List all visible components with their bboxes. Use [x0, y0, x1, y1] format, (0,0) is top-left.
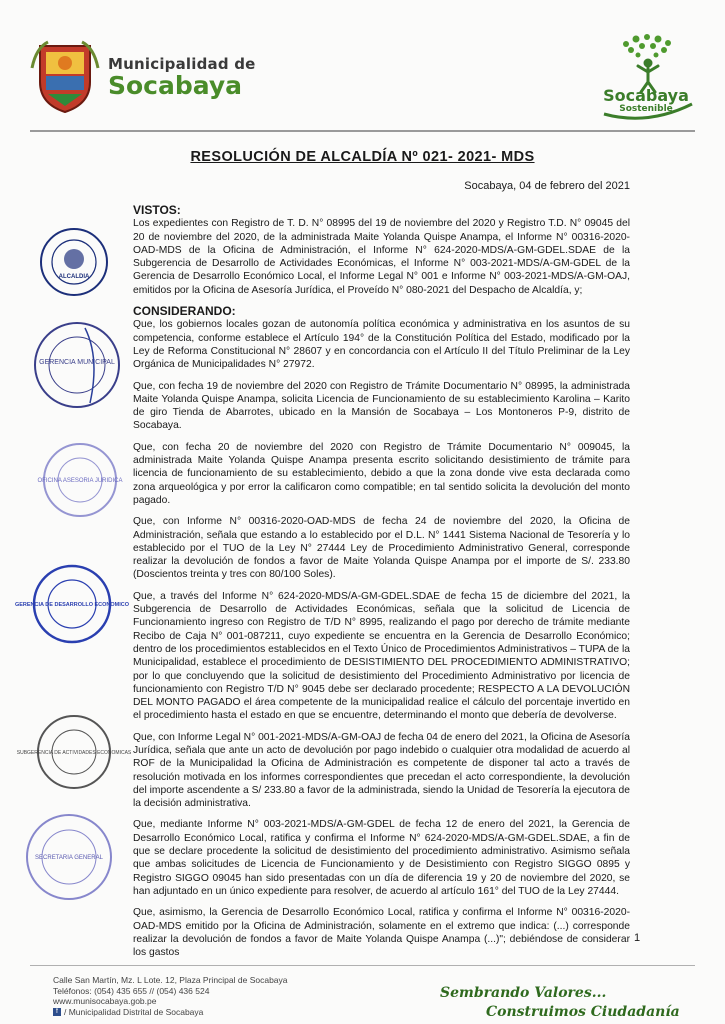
- subgerencia-stamp: [16, 712, 132, 792]
- document-body: [133, 204, 630, 967]
- right-logo-text: [596, 88, 696, 114]
- footer-social-text: / Municipalidad Distrital de Socabaya: [64, 1006, 204, 1017]
- slogan-line1: Sembrando Valores...: [440, 985, 607, 1001]
- stamp-1-text: ALCALDIA: [58, 274, 90, 280]
- municipality-line2: Socabaya: [108, 71, 243, 100]
- stamp-4-text: GERENCIA DE DESARROLLO ECONOMICO: [14, 602, 130, 608]
- right-logo-line1: Socabaya: [603, 86, 689, 105]
- asesoria-juridica-stamp: [37, 440, 123, 520]
- footer-rule: [30, 965, 695, 966]
- slogan-line2: Construimos Ciudadanía: [486, 1004, 680, 1020]
- header-rule: [30, 130, 695, 132]
- facebook-icon: f: [53, 1008, 61, 1016]
- footer-social-line: [53, 1007, 288, 1018]
- considerando-paragraph: Que, con Informe N° 00316-2020-OAD-MDS de fecha 24 de noviembre del 2020, la Oficina de Administración, señala que estando a lo establecido por el D.L. N° 1441 Sistema Nacional de Tesorería y lo establecido por el TUO de la Ley N° 27444 Ley de Procedimiento Administrativo General, corresponde realizar la devolución de fondos a favor de Maite Yolanda Quispe Anampa por el importe de S/. 233.80 (Doscientos treinta y tres con 80/100 Soles).: [133, 516, 630, 581]
- considerando-paragraph: Que, mediante Informe N° 003-2021-MDS/A-GM-GDEL de fecha 12 de enero del 2021, la Gerencia de Desarrollo Económico Local, ratifica y confirma el Informe N° 624-2020-MDS/A-GM-GDEL.SDAE, a fin de que se declare procedente la solicitud de desistimiento del procedimiento administrativo. Asimismo señala que ambas solicitudes de Licencia de Funcionamiento y de Desistimiento con Registro SIGGO 0895 y Registro SIGGO 09045 han sido presentadas con un día de diferencia 19 y 20 de noviembre del 2020, se han adjuntado en un único expediente para resolver, de acuerdo al artículo 161° del TUO de la Ley 27444.: [133, 819, 630, 897]
- considerando-paragraph: Que, con fecha 19 de noviembre del 2020 con Registro de Trámite Documentario N° 08995, la administrada Maite Yolanda Quispe Anampa, solicita Licencia de Funcionamiento de su establecimiento Karolina – Karito de giro Tienda de Abarrotes, ubicado en la Mansión de Socabaya – Los Montoneros P-9, distrito de Socabaya.: [133, 380, 630, 432]
- considerando-paragraph: Que, asimismo, la Gerencia de Desarrollo Económico Local, ratifica y confirma el Informe N° 00316-2020-OAD-MDS emitido por la Oficina de Administración, solamente en el extremo que indica: (...) corresponde realizar la devolución de fondos a favor de Maite Yolanda Quispe Anampa (...)"; debiéndose de considerar los gastos: [133, 907, 630, 959]
- footer-website-line: www.munisocabaya.gob.pe: [53, 996, 157, 1006]
- stamp-2-text: GERENCIA MUNICIPAL: [39, 359, 115, 366]
- stamp-6-text: SECRETARIA GENERAL: [35, 855, 103, 861]
- municipality-name: [108, 55, 256, 99]
- considerando-paragraph: Que, con fecha 20 de noviembre del 2020 con Registro de Trámite Documentario N° 009045, la administrada Maite Yolanda Quispe Anampa presenta escrito solicitando desistimiento de trámite para licencia de funcionamiento de su establecimiento, debido a que la zona donde vive esta declarada como zona arqueológica y por error la calificaron como compatible; en tal sentido solicita la devolución del monto pagado.: [133, 441, 630, 506]
- page-number: 1: [634, 932, 641, 944]
- considerando-heading: CONSIDERANDO:: [133, 304, 236, 319]
- vistos-heading: VISTOS:: [133, 203, 181, 217]
- considerando-paragraph: Que, con Informe Legal N° 001-2021-MDS/A-GM-OAJ de fecha 04 de enero del 2021, la Oficina de Asesoría Jurídica, señala que ante un acto de devolución por pago indebido o cualquier otra modalidad de acuerdo al ROF de la Municipalidad la Oficina de Administración es competente de disponer tal acto a través de resolución motivada en los informes correspondientes que precedan el acto correspondiente, la devolución del importe ascendente a S/ 233.80 a favor de la administrada, siendo la Unidad de Tesorería la ejecutora de la decisión administrativa.: [133, 731, 630, 810]
- footer-address-line1: Calle San Martín, Mz. L Lote. 12, Plaza Principal de Socabaya: [53, 975, 288, 985]
- right-logo-line2: Sostenible: [619, 104, 673, 114]
- mayor-seal-stamp: [38, 226, 110, 298]
- resolution-date: Socabaya, 04 de febrero del 2021: [464, 180, 630, 192]
- resolution-title: RESOLUCIÓN DE ALCALDÍA Nº 021- 2021- MDS: [190, 149, 535, 165]
- footer-phone-line: Teléfonos: (054) 435 655 // (054) 436 524: [53, 985, 210, 996]
- considerando-paragraph: Que, a través del Informe N° 624-2020-MDS/A-GM-GDEL.SDAE de fecha 15 de diciembre del 2021, la Subgerencia de Desarrollo de Actividades Económicas, señala que la solicitud de Licencia de Funcionamiento ingreso con Registro de T/D N° 8995, realizando el pago por derecho de trámite mediante Recibo de Caja N° 001-087211, cuyo expediente se encuentra en la Gerencia de Desarrollo Económico; dentro de los procedimientos establecidos en el Texto Único de Procedimientos Administrativos – TUPA de la Municipalidad, establece el procedimiento de DESISTIMIENTO DEL PROCEDIMIENTO ADMINISTRATIVO; por lo que concluyendo que la solicitud de desistimiento del Procedimiento Administrativo por licencia de funcionamiento con Registro T/D N° 9045 debe ser declarado procedente; RESPECTO A LA DEVOLUCIÓN DEL MONTO PAGADO el área competente de la municipalidad realice el cálculo del porcentaje invertido en el procedimiento hasta el estado en que se encuentre, determinando el monto que debería de devolverse.: [133, 590, 630, 722]
- considerando-paragraph: Que, los gobiernos locales gozan de autonomía política económica y administrativa en los asuntos de su competencia, conforme establece el Artículo 194° de la Constitución Política del Estado, modificado por la Ley de Reforma Constitucional N° 28607 y en concordancia con el Artículo II del Título Preliminar de la Ley Orgánica de Municipalidades N° 27972.: [133, 319, 630, 371]
- vistos-paragraph: Los expedientes con Registro de T. D. N° 08995 del 19 de noviembre del 2020 y Registro T.D. N° 09045 del 20 de noviembre del 2020, de la administrada Maite Yolanda Quispe Anampa, el Informe N° 00316-2020-OAD-MDS de la Oficina de Administración, el Informe N° 624-2020-MDS/A-GM-GDEL.SDAE de la Subgerencia de Desarrollo de Actividades Económicas, el Informe N° 003-2021-MDS/A-GM-GDEL de la Gerencia de Desarrollo Económico Local, el Informe Legal N° 001 e Informe N° 003-2021-MDS/A-GM-OAJ, emitidos por la Oficina de Asesoría Jurídica, el Proveído N° 080-2021 del Despacho de Alcaldía, y;: [133, 218, 630, 296]
- municipal-crest-icon: [30, 38, 100, 114]
- stamp-5-text: SUBGERENCIA DE ACTIVIDADES ECONOMICAS: [16, 750, 132, 756]
- secretaria-general-stamp: [22, 810, 117, 905]
- stamp-3-text: OFICINA ASESORIA JURIDICA: [37, 478, 123, 484]
- gerencia-desarrollo-stamp: [14, 562, 130, 647]
- municipality-line1: Municipalidad de: [108, 55, 256, 73]
- footer-address: [53, 975, 288, 1017]
- gerencia-municipal-stamp: [30, 318, 125, 413]
